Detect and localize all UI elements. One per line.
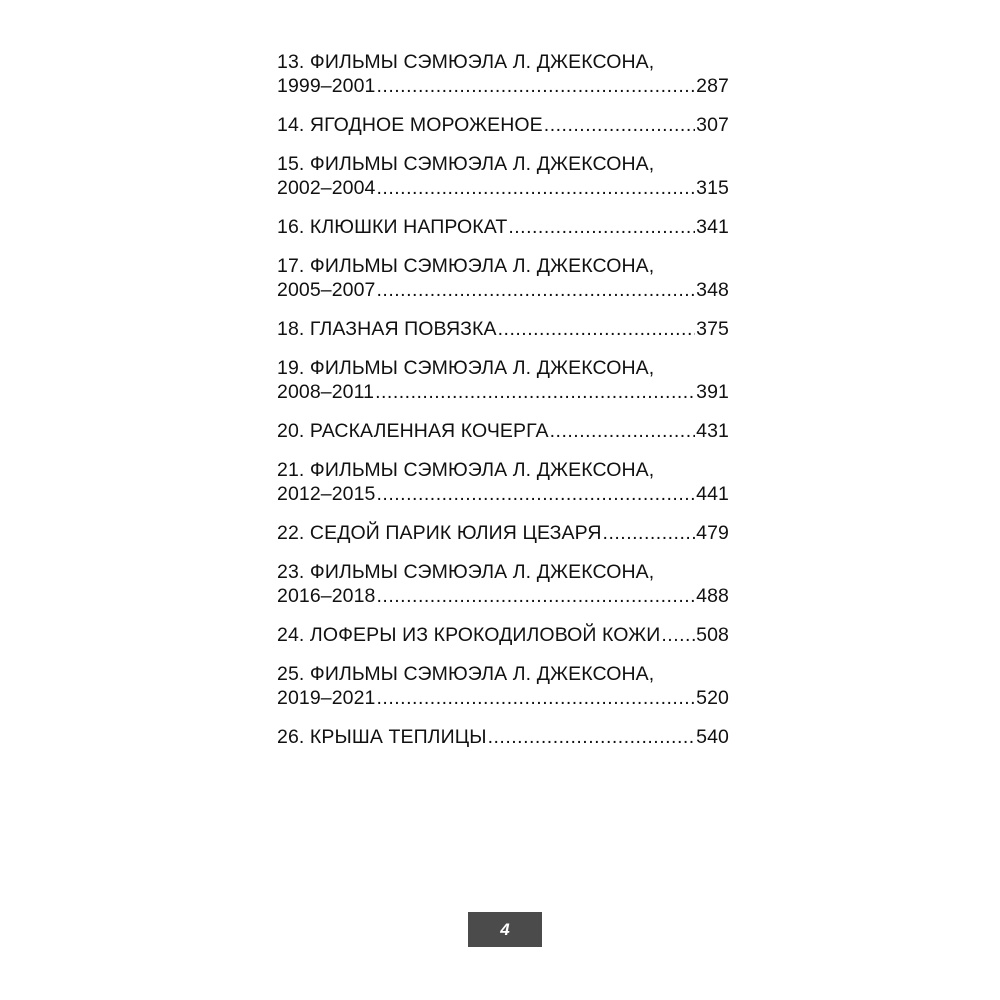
toc-entry-page: 479 [696,522,729,544]
toc-entry-page: 307 [696,114,729,136]
toc-entry-22[interactable] [277,521,729,545]
dot-leader [375,380,695,404]
dot-leader [488,725,696,749]
toc-entry-title: 2012–2015 [277,483,376,505]
dot-leader [377,74,696,98]
toc-entry-24[interactable] [277,623,729,647]
toc-entry-line [277,215,729,239]
toc-entry-line [277,74,729,98]
dot-leader [377,686,696,710]
toc-entry-line [277,623,729,647]
toc-entry-page: 348 [696,279,729,301]
toc-entry-title: 22. СЕДОЙ ПАРИК ЮЛИЯ ЦЕЗАРЯ [277,522,602,544]
dot-leader [377,482,696,506]
toc-entry-page: 341 [696,216,729,238]
dot-leader [544,113,695,137]
toc-entry-line [277,725,729,749]
toc-entry-page: 287 [696,75,729,97]
toc-entry-title-line: 25. ФИЛЬМЫ СЭМЮЭЛА Л. ДЖЕКСОНА, [277,663,655,685]
toc-entry-page: 375 [696,318,729,340]
toc-entry-page: 391 [696,381,729,403]
toc-entry-page: 488 [696,585,729,607]
toc-entry-title-line: 15. ФИЛЬМЫ СЭМЮЭЛА Л. ДЖЕКСОНА, [277,153,655,175]
dot-leader [377,176,696,200]
dot-leader [498,317,696,341]
toc-entry-title: 1999–2001 [277,75,376,97]
toc-entry-title: 2005–2007 [277,279,376,301]
toc-entry-page: 540 [696,726,729,748]
toc-entry-line [277,113,729,137]
toc-entry-title: 24. ЛОФЕРЫ ИЗ КРОКОДИЛОВОЙ КОЖИ [277,624,661,646]
toc-entry-page: 441 [696,483,729,505]
toc-entry-18[interactable] [277,317,729,341]
toc-entry-20[interactable] [277,419,729,443]
toc-entry-17[interactable] [277,254,729,302]
toc-entry-21[interactable] [277,458,729,506]
toc-entry-line [277,686,729,710]
toc-entry-15[interactable] [277,152,729,200]
toc-entry-title: 2008–2011 [277,381,375,403]
toc-entry-16[interactable] [277,215,729,239]
toc-entry-page: 520 [696,687,729,709]
page-number: 4 [500,919,510,939]
dot-leader [377,584,696,608]
toc-entry-title: 14. ЯГОДНОЕ МОРОЖЕНОЕ [277,114,543,136]
toc-entry-line [277,584,729,608]
toc-entry-title: 2002–2004 [277,177,376,199]
toc-entry-line [277,176,729,200]
toc-entry-line [277,419,729,443]
toc-entry-title-line: 19. ФИЛЬМЫ СЭМЮЭЛА Л. ДЖЕКСОНА, [277,357,655,379]
dot-leader [508,215,695,239]
toc-entry-title: 16. КЛЮШКИ НАПРОКАТ [277,216,508,238]
dot-leader [550,419,696,443]
toc-entry-title: 26. КРЫША ТЕПЛИЦЫ [277,726,487,748]
table-of-contents [277,50,729,764]
toc-entry-19[interactable] [277,356,729,404]
toc-entry-title-line: 17. ФИЛЬМЫ СЭМЮЭЛА Л. ДЖЕКСОНА, [277,255,655,277]
dot-leader [377,278,696,302]
toc-entry-page: 508 [696,624,729,646]
toc-entry-title-line: 21. ФИЛЬМЫ СЭМЮЭЛА Л. ДЖЕКСОНА, [277,459,655,481]
toc-entry-13[interactable] [277,50,729,98]
toc-entry-title: 2019–2021 [277,687,376,709]
toc-entry-page: 315 [696,177,729,199]
toc-entry-25[interactable] [277,662,729,710]
toc-entry-26[interactable] [277,725,729,749]
toc-entry-line [277,380,729,404]
toc-entry-title: 18. ГЛАЗНАЯ ПОВЯЗКА [277,318,497,340]
toc-entry-23[interactable] [277,560,729,608]
toc-entry-title-line: 13. ФИЛЬМЫ СЭМЮЭЛА Л. ДЖЕКСОНА, [277,51,655,73]
toc-entry-title-line: 23. ФИЛЬМЫ СЭМЮЭЛА Л. ДЖЕКСОНА, [277,561,655,583]
dot-leader [603,521,696,545]
toc-entry-page: 431 [696,420,729,442]
toc-entry-title: 2016–2018 [277,585,376,607]
dot-leader [661,623,695,647]
toc-entry-line [277,521,729,545]
toc-entry-14[interactable] [277,113,729,137]
page-number-badge [468,912,542,947]
toc-entry-title: 20. РАСКАЛЕННАЯ КОЧЕРГА [277,420,549,442]
toc-entry-line [277,278,729,302]
toc-entry-line [277,482,729,506]
toc-entry-line [277,317,729,341]
